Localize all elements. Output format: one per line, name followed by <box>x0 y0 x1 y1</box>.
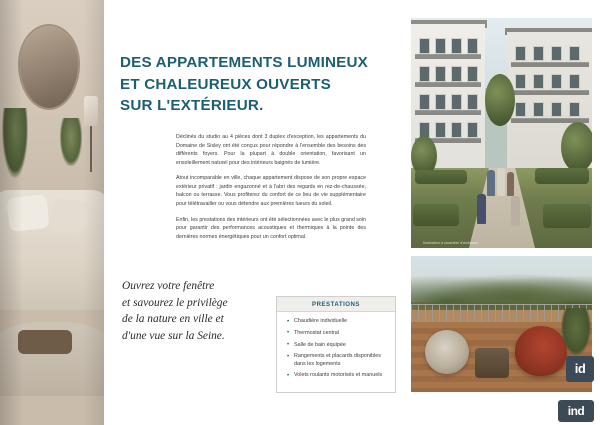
window <box>467 122 478 138</box>
window <box>551 74 562 89</box>
prestations-title: PRESTATIONS <box>277 297 395 312</box>
quote-line-4: d'une vue sur la Seine. <box>122 329 225 342</box>
photo-vignette <box>0 0 104 425</box>
person-figure <box>497 168 505 196</box>
body-paragraph-3: Enfin, les prestations des intérieurs ont été sélectionnées avec le plus grand soin pour garantir des performances acoustiques et thermiques à la pointe des dernières normes énergétiques pour un confort optimal. <box>176 216 366 240</box>
window <box>515 102 526 117</box>
hedge <box>543 204 591 228</box>
list-item: • Thermostat central <box>287 330 387 342</box>
window <box>419 38 430 54</box>
list-item: • Rangements et placards disponibles dans les logements <box>287 353 387 372</box>
window <box>435 94 446 110</box>
window <box>533 74 544 89</box>
potted-plant <box>561 308 591 356</box>
balcony <box>415 82 481 87</box>
window <box>533 102 544 117</box>
window <box>515 46 526 61</box>
window <box>569 74 580 89</box>
body-paragraph-1: Déclinés du studio au 4 pièces dont 3 duplex d'exception, les appartements du Domaine de Sisley ont été conçus pour répondre à l'ensemble des besoins des différents foyers. Pour la plupart à double orientation, favorisant un ensoleillement naturel pour des intérieurs baignés de lumière. <box>176 134 366 166</box>
list-item: • Salle de bain équipée <box>287 342 387 354</box>
body-copy <box>176 133 366 248</box>
prestations-box <box>276 296 396 393</box>
window <box>467 94 478 110</box>
photo-residence-garden <box>411 18 592 248</box>
window <box>451 66 462 82</box>
balcony <box>415 54 481 59</box>
headline-line-3: SUR L'EXTÉRIEUR. <box>120 97 264 115</box>
photo-credit: Illustration à caractère d'ambiance <box>423 241 479 245</box>
window <box>419 94 430 110</box>
window <box>451 122 462 138</box>
person-figure <box>507 172 514 196</box>
balcony <box>511 90 589 95</box>
prestations-list <box>277 312 395 392</box>
window <box>435 122 446 138</box>
person-figure <box>487 170 495 196</box>
logo-mark-bottom: ind <box>558 400 594 422</box>
quote-line-3: de la nature en ville et <box>122 313 224 326</box>
quote-line-2: et savourez le privilège <box>122 296 228 309</box>
photo-column <box>402 0 600 425</box>
logo-mark-right: id <box>566 356 594 382</box>
hedge <box>415 170 467 184</box>
window <box>515 74 526 89</box>
person-figure <box>511 196 520 226</box>
window <box>569 102 580 117</box>
balcony <box>415 110 481 115</box>
window <box>451 94 462 110</box>
window <box>533 46 544 61</box>
body-paragraph-2: Atout incomparable en ville, chaque appartement dispose de son propre espace extérieur privatif : jardin engazonné et à l'abri des regards en rez-de-chaussée, balcon ou terrasse. Vous profiterez du confort de ce lieu de vie supplémentaire pour télétravailler ou vous détendre aux premières lueurs du soleil. <box>176 175 366 208</box>
list-item: • Volets roulants motorisés et manuels <box>287 372 387 384</box>
pull-quote <box>122 278 282 345</box>
tree <box>485 74 515 126</box>
window <box>551 102 562 117</box>
window <box>551 46 562 61</box>
page-title <box>120 52 392 117</box>
window <box>435 38 446 54</box>
hedge <box>535 168 589 184</box>
text-column <box>104 0 402 425</box>
headline-line-2: ET CHALEUREUX OUVERTS <box>120 75 331 93</box>
balcony <box>511 62 589 67</box>
window <box>435 66 446 82</box>
photo-terrace <box>411 256 592 392</box>
window <box>467 66 478 82</box>
window <box>451 38 462 54</box>
window <box>419 66 430 82</box>
quote-line-1: Ouvrez votre fenêtre <box>122 280 215 292</box>
headline-line-1: DES APPARTEMENTS LUMINEUX <box>120 54 369 71</box>
photo-interior-lounge <box>0 0 104 425</box>
person-figure <box>477 194 486 224</box>
window <box>467 38 478 54</box>
list-item: • Chaudière individuelle <box>287 318 387 330</box>
terrace-table <box>475 348 509 378</box>
lounge-chair-left <box>425 330 469 374</box>
window <box>569 46 580 61</box>
tree <box>561 122 592 172</box>
lounge-chair-right <box>515 326 567 376</box>
hedge <box>413 204 459 226</box>
